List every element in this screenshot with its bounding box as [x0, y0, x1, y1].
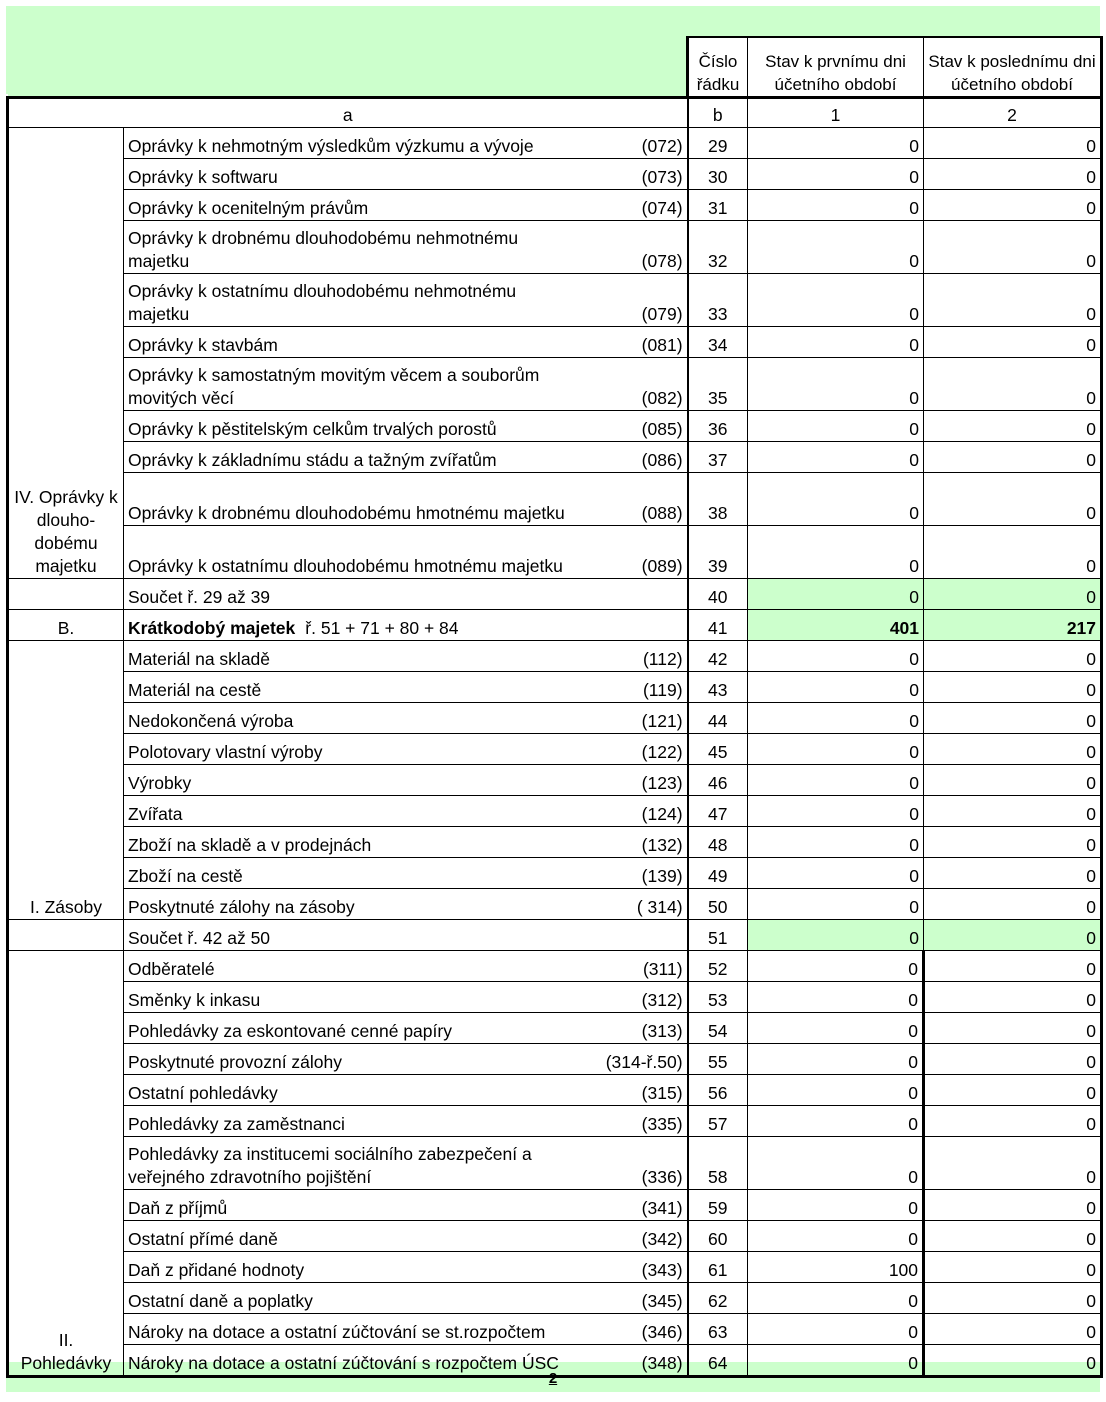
row-number: 50 [688, 889, 748, 920]
value-first-day: 0 [748, 1190, 924, 1221]
row-number: 52 [688, 951, 748, 982]
row-name: Oprávky k drobnému dlouhodobému nehmotnému majetku [124, 221, 586, 274]
header-row [8, 37, 1102, 98]
row-name: Ostatní přímé daně [124, 1221, 586, 1252]
row-account-code: (122) [586, 734, 688, 765]
value-first-day: 0 [748, 951, 924, 982]
value-first-day: 100 [748, 1252, 924, 1283]
row-number: 64 [688, 1345, 748, 1377]
total-value-first-day: 401 [748, 610, 924, 641]
value-last-day: 0 [924, 765, 1102, 796]
row-name: Směnky k inkasu [124, 982, 586, 1013]
row-account-code: (336) [586, 1137, 688, 1190]
row-name: Pohledávky za eskontované cenné papíry [124, 1013, 586, 1044]
value-last-day: 0 [924, 672, 1102, 703]
total-value-last-day: 217 [924, 610, 1102, 641]
row-name: Oprávky k stavbám [124, 327, 586, 358]
letter-2: 2 [924, 98, 1102, 128]
section-label-depreciation: IV. Oprávky k dlouho-dobému majetku [8, 128, 124, 579]
value-first-day: 0 [748, 1314, 924, 1345]
value-last-day: 0 [924, 358, 1102, 411]
value-first-day: 0 [748, 765, 924, 796]
row-number: 36 [688, 411, 748, 442]
row-account-code: (314-ř.50) [586, 1044, 688, 1075]
value-first-day: 0 [748, 703, 924, 734]
col-header-first-day: Stav k prvnímu dni účetního období [748, 37, 924, 98]
row-number: 39 [688, 526, 748, 579]
value-last-day: 0 [924, 526, 1102, 579]
row-name: Ostatní pohledávky [124, 1075, 586, 1106]
table-row [8, 827, 1102, 858]
value-last-day: 0 [924, 641, 1102, 672]
row-account-code: (348) [586, 1345, 688, 1377]
value-first-day: 0 [748, 221, 924, 274]
value-first-day: 0 [748, 1221, 924, 1252]
row-number: 44 [688, 703, 748, 734]
row-number: 38 [688, 473, 748, 526]
row-name: Polotovary vlastní výroby [124, 734, 586, 765]
table-row [8, 274, 1102, 327]
letter-1: 1 [748, 98, 924, 128]
row-name: Poskytnuté zálohy na zásoby [124, 889, 586, 920]
table-row [8, 641, 1102, 672]
row-account-code: (341) [586, 1190, 688, 1221]
value-first-day: 0 [748, 982, 924, 1013]
row-number: 37 [688, 442, 748, 473]
table-row [8, 982, 1102, 1013]
row-number: 62 [688, 1283, 748, 1314]
value-last-day: 0 [924, 951, 1102, 982]
value-first-day: 0 [748, 358, 924, 411]
table-row [8, 672, 1102, 703]
row-number: 60 [688, 1221, 748, 1252]
row-account-code: (132) [586, 827, 688, 858]
table-row [8, 327, 1102, 358]
sum-section-blank [8, 920, 124, 951]
row-account-code: (343) [586, 1252, 688, 1283]
row-account-code: (081) [586, 327, 688, 358]
table-row [8, 734, 1102, 765]
row-number: 55 [688, 1044, 748, 1075]
value-first-day: 0 [748, 526, 924, 579]
row-name: Ostatní daně a poplatky [124, 1283, 586, 1314]
row-name: Zboží na cestě [124, 858, 586, 889]
page-number: 2 [548, 1370, 558, 1387]
sum-label: Součet ř. 29 až 39 [124, 579, 688, 610]
value-last-day: 0 [924, 128, 1102, 159]
row-number: 63 [688, 1314, 748, 1345]
row-number: 51 [688, 920, 748, 951]
col-header-row-number: Číslo řádku [688, 37, 748, 98]
row-number: 31 [688, 190, 748, 221]
row-name: Pohledávky za institucemi sociálního zabezpečení a veřejného zdravotního pojištění [124, 1137, 586, 1190]
letter-a: a [8, 98, 688, 128]
value-first-day: 0 [748, 1075, 924, 1106]
value-last-day: 0 [924, 734, 1102, 765]
sum-value-last-day: 0 [924, 920, 1102, 951]
table-row [8, 128, 1102, 159]
sum-label: Součet ř. 42 až 50 [124, 920, 688, 951]
row-name: Daň z příjmů [124, 1190, 586, 1221]
value-last-day: 0 [924, 1314, 1102, 1345]
table-row [8, 1137, 1102, 1190]
value-last-day: 0 [924, 1283, 1102, 1314]
row-name: Poskytnuté provozní zálohy [124, 1044, 586, 1075]
value-last-day: 0 [924, 159, 1102, 190]
table-row [8, 889, 1102, 920]
value-last-day: 0 [924, 982, 1102, 1013]
row-number: 47 [688, 796, 748, 827]
row-account-code: (078) [586, 221, 688, 274]
row-name: Oprávky k softwaru [124, 159, 586, 190]
row-name: Oprávky k ocenitelným právům [124, 190, 586, 221]
row-name: Nedokončená výroba [124, 703, 586, 734]
letter-b: b [688, 98, 748, 128]
table-row [8, 951, 1102, 982]
col-header-last-day: Stav k poslednímu dni účetního období [924, 37, 1102, 98]
table-row [8, 1106, 1102, 1137]
value-first-day: 0 [748, 672, 924, 703]
table-row [8, 858, 1102, 889]
value-last-day: 0 [924, 1044, 1102, 1075]
row-account-code: (313) [586, 1013, 688, 1044]
row-number: 48 [688, 827, 748, 858]
row-account-code: (086) [586, 442, 688, 473]
table-row [8, 765, 1102, 796]
row-name: Nároky na dotace a ostatní zúčtování se st.rozpočtem [124, 1314, 586, 1345]
value-last-day: 0 [924, 703, 1102, 734]
row-number: 49 [688, 858, 748, 889]
value-last-day: 0 [924, 1190, 1102, 1221]
value-first-day: 0 [748, 734, 924, 765]
table-row [8, 1044, 1102, 1075]
row-number: 42 [688, 641, 748, 672]
row-number: 46 [688, 765, 748, 796]
table-row [8, 796, 1102, 827]
table-row [8, 1283, 1102, 1314]
value-last-day: 0 [924, 221, 1102, 274]
value-first-day: 0 [748, 641, 924, 672]
row-account-code: (311) [586, 951, 688, 982]
row-account-code: (119) [586, 672, 688, 703]
value-last-day: 0 [924, 1106, 1102, 1137]
row-account-code: (139) [586, 858, 688, 889]
value-last-day: 0 [924, 411, 1102, 442]
sum-section-blank [8, 579, 124, 610]
row-number: 45 [688, 734, 748, 765]
value-first-day: 0 [748, 159, 924, 190]
sum-value-first-day: 0 [748, 579, 924, 610]
row-account-code: (312) [586, 982, 688, 1013]
value-last-day: 0 [924, 1345, 1102, 1377]
row-account-code: (088) [586, 473, 688, 526]
row-account-code: ( 314) [586, 889, 688, 920]
value-last-day: 0 [924, 1075, 1102, 1106]
table-row [8, 411, 1102, 442]
value-last-day: 0 [924, 1137, 1102, 1190]
row-name: Nároky na dotace a ostatní zúčtování s rozpočtem ÚSC [124, 1345, 586, 1377]
section-label-inventory: I. Zásoby [8, 641, 124, 920]
row-account-code: (342) [586, 1221, 688, 1252]
value-last-day: 0 [924, 827, 1102, 858]
row-account-code: (345) [586, 1283, 688, 1314]
row-account-code: (315) [586, 1075, 688, 1106]
row-name: Zboží na skladě a v prodejnách [124, 827, 586, 858]
row-number: 41 [688, 610, 748, 641]
short-term-assets-title: Krátkodobý majetek [128, 618, 296, 638]
value-first-day: 0 [748, 796, 924, 827]
table-row [8, 1221, 1102, 1252]
row-name: Daň z přidané hodnoty [124, 1252, 586, 1283]
table-row [8, 473, 1102, 526]
value-first-day: 0 [748, 473, 924, 526]
value-first-day: 0 [748, 889, 924, 920]
sum-value-last-day: 0 [924, 579, 1102, 610]
table-row [8, 159, 1102, 190]
row-number: 61 [688, 1252, 748, 1283]
row-number: 53 [688, 982, 748, 1013]
row-number: 58 [688, 1137, 748, 1190]
value-last-day: 0 [924, 1221, 1102, 1252]
sum-row [8, 920, 1102, 951]
row-account-code: (073) [586, 159, 688, 190]
value-first-day: 0 [748, 1283, 924, 1314]
value-first-day: 0 [748, 327, 924, 358]
value-first-day: 0 [748, 442, 924, 473]
row-name: Výrobky [124, 765, 586, 796]
value-last-day: 0 [924, 473, 1102, 526]
value-last-day: 0 [924, 274, 1102, 327]
value-first-day: 0 [748, 1345, 924, 1377]
table-row [8, 703, 1102, 734]
value-last-day: 0 [924, 190, 1102, 221]
row-name: Pohledávky za zaměstnanci [124, 1106, 586, 1137]
value-first-day: 0 [748, 1137, 924, 1190]
value-last-day: 0 [924, 1252, 1102, 1283]
row-number: 29 [688, 128, 748, 159]
row-account-code: (085) [586, 411, 688, 442]
section-label-receivables: II. Pohledávky [8, 951, 124, 1377]
row-account-code: (335) [586, 1106, 688, 1137]
value-first-day: 0 [748, 190, 924, 221]
value-first-day: 0 [748, 128, 924, 159]
short-term-assets-label [124, 610, 688, 641]
row-number: 54 [688, 1013, 748, 1044]
short-term-assets-formula: ř. 51 + 71 + 80 + 84 [305, 618, 459, 638]
value-first-day: 0 [748, 1013, 924, 1044]
balance-sheet-table [6, 36, 1103, 1378]
sum-row [8, 579, 1102, 610]
row-number: 40 [688, 579, 748, 610]
value-last-day: 0 [924, 1013, 1102, 1044]
row-account-code: (072) [586, 128, 688, 159]
table-row [8, 1345, 1102, 1377]
value-first-day: 0 [748, 274, 924, 327]
row-number: 56 [688, 1075, 748, 1106]
row-number: 57 [688, 1106, 748, 1137]
row-name: Oprávky k základnímu stádu a tažným zvířatům [124, 442, 586, 473]
row-number: 59 [688, 1190, 748, 1221]
row-name: Oprávky k samostatným movitým věcem a souborům movitých věcí [124, 358, 586, 411]
table-row [8, 1252, 1102, 1283]
row-name: Materiál na skladě [124, 641, 586, 672]
letters-row [8, 98, 1102, 128]
row-name: Odběratelé [124, 951, 586, 982]
row-account-code: (112) [586, 641, 688, 672]
row-name: Oprávky k drobnému dlouhodobému hmotnému majetku [124, 473, 586, 526]
table-row [8, 190, 1102, 221]
value-first-day: 0 [748, 1044, 924, 1075]
value-first-day: 0 [748, 858, 924, 889]
row-name: Oprávky k pěstitelským celkům trvalých porostů [124, 411, 586, 442]
table-row [8, 442, 1102, 473]
row-account-code: (123) [586, 765, 688, 796]
section-label-b: B. [8, 610, 124, 641]
value-first-day: 0 [748, 827, 924, 858]
value-last-day: 0 [924, 327, 1102, 358]
row-number: 43 [688, 672, 748, 703]
row-name: Oprávky k nehmotným výsledkům výzkumu a vývoje [124, 128, 586, 159]
row-number: 34 [688, 327, 748, 358]
table-row [8, 1314, 1102, 1345]
table-row [8, 1190, 1102, 1221]
table-row [8, 526, 1102, 579]
table-row [8, 358, 1102, 411]
row-name: Oprávky k ostatnímu dlouhodobému hmotnému majetku [124, 526, 586, 579]
row-number: 30 [688, 159, 748, 190]
row-account-code: (346) [586, 1314, 688, 1345]
row-number: 33 [688, 274, 748, 327]
value-last-day: 0 [924, 796, 1102, 827]
row-name: Materiál na cestě [124, 672, 586, 703]
value-last-day: 0 [924, 442, 1102, 473]
row-account-code: (124) [586, 796, 688, 827]
row-name: Oprávky k ostatnímu dlouhodobému nehmotnému majetku [124, 274, 586, 327]
table-row [8, 1013, 1102, 1044]
value-last-day: 0 [924, 858, 1102, 889]
row-account-code: (079) [586, 274, 688, 327]
row-account-code: (121) [586, 703, 688, 734]
row-account-code: (089) [586, 526, 688, 579]
row-number: 32 [688, 221, 748, 274]
row-account-code: (074) [586, 190, 688, 221]
row-number: 35 [688, 358, 748, 411]
value-first-day: 0 [748, 1106, 924, 1137]
row-account-code: (082) [586, 358, 688, 411]
value-first-day: 0 [748, 411, 924, 442]
table-row [8, 221, 1102, 274]
sum-value-first-day: 0 [748, 920, 924, 951]
short-term-assets-row [8, 610, 1102, 641]
value-last-day: 0 [924, 889, 1102, 920]
table-row [8, 1075, 1102, 1106]
row-name: Zvířata [124, 796, 586, 827]
